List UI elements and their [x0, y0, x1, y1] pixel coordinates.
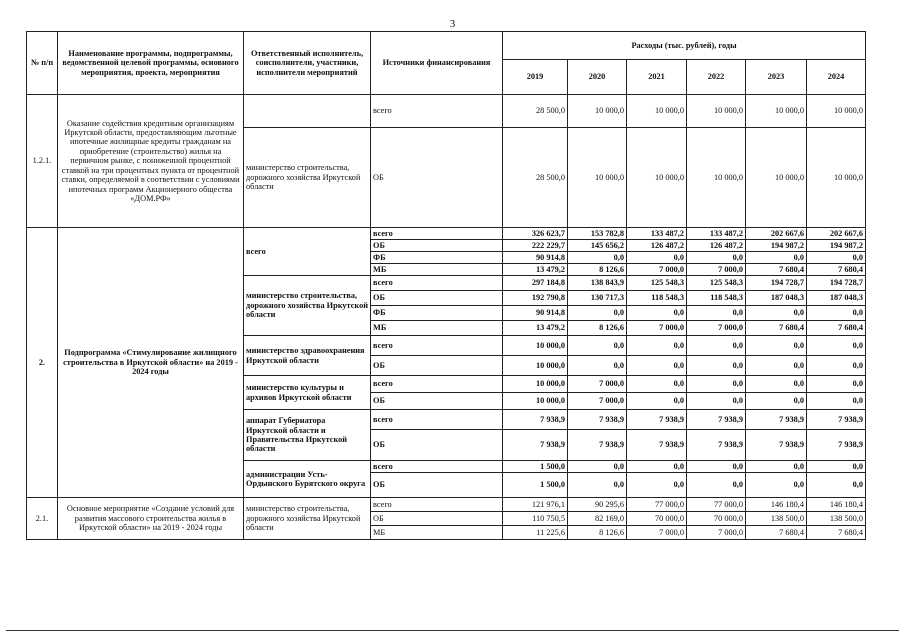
expense-value: 326 623,7	[503, 228, 568, 240]
expense-value: 0,0	[568, 306, 627, 321]
expense-value: 0,0	[568, 356, 627, 376]
expense-value: 138 500,0	[746, 512, 807, 526]
responsible-executor: министерство строительства, дорожного хозяйства Иркутской области	[244, 498, 371, 540]
expense-value: 10 000,0	[687, 128, 746, 228]
expense-value: 110 750,5	[503, 512, 568, 526]
expense-value: 0,0	[807, 336, 866, 356]
expense-value: 7 000,0	[687, 321, 746, 336]
responsible-executor	[244, 95, 371, 128]
expense-value: 10 000,0	[568, 95, 627, 128]
expense-value: 0,0	[568, 252, 627, 264]
table-row	[27, 95, 866, 128]
expense-value: 0,0	[687, 473, 746, 498]
expense-value: 7 680,4	[807, 526, 866, 540]
funding-source: ОБ	[371, 430, 503, 461]
expense-value: 125 548,3	[687, 276, 746, 291]
header-expenses: Расходы (тыс. рублей), годы	[503, 32, 866, 60]
expense-value: 222 229,7	[503, 240, 568, 252]
expense-value: 77 000,0	[687, 498, 746, 512]
funding-source: всего	[371, 276, 503, 291]
expense-value: 10 000,0	[627, 95, 687, 128]
expense-value: 0,0	[746, 473, 807, 498]
expense-value: 0,0	[746, 461, 807, 473]
expense-value: 297 184,8	[503, 276, 568, 291]
expense-value: 7 938,9	[503, 410, 568, 430]
header-year: 2021	[627, 60, 687, 95]
expense-value: 0,0	[807, 306, 866, 321]
expense-value: 8 126,6	[568, 526, 627, 540]
expense-value: 194 728,7	[807, 276, 866, 291]
expense-value: 192 790,8	[503, 291, 568, 306]
responsible-executor: аппарат Губернатора Иркутской области и Правительства Иркутской области	[244, 410, 371, 461]
expense-value: 10 000,0	[503, 376, 568, 393]
expense-value: 0,0	[807, 252, 866, 264]
expense-value: 7 000,0	[568, 376, 627, 393]
expense-value: 0,0	[687, 376, 746, 393]
program-name: Подпрограмма «Стимулирование жилищного строительства в Иркутской области» на 2019 - 2024 годы	[58, 228, 244, 498]
expense-value: 0,0	[568, 336, 627, 356]
funding-source: всего	[371, 376, 503, 393]
funding-source: ОБ	[371, 356, 503, 376]
expense-value: 118 548,3	[687, 291, 746, 306]
expense-value: 10 000,0	[746, 95, 807, 128]
funding-source: ФБ	[371, 306, 503, 321]
expense-value: 11 225,6	[503, 526, 568, 540]
expense-value: 7 938,9	[746, 430, 807, 461]
expense-value: 10 000,0	[746, 128, 807, 228]
expense-value: 1 500,0	[503, 461, 568, 473]
expense-value: 0,0	[807, 461, 866, 473]
expense-value: 10 000,0	[807, 95, 866, 128]
funding-source: ОБ	[371, 240, 503, 252]
expense-value: 0,0	[627, 306, 687, 321]
expense-value: 0,0	[687, 393, 746, 410]
header-year: 2019	[503, 60, 568, 95]
program-name: Основное мероприятие «Создание условий для развития массового строительства жилья в Иркутской области» на 2019 - 2024 годы	[58, 498, 244, 540]
funding-source: всего	[371, 228, 503, 240]
expense-value: 77 000,0	[627, 498, 687, 512]
responsible-executor: всего	[244, 228, 371, 276]
responsible-executor: министерство строительства, дорожного хозяйства Иркутской области	[244, 276, 371, 336]
expense-value: 0,0	[568, 461, 627, 473]
item-number: 2.	[27, 228, 58, 498]
header-year: 2022	[687, 60, 746, 95]
header-source: Источники финансирования	[371, 32, 503, 95]
funding-source: ОБ	[371, 512, 503, 526]
expense-value: 125 548,3	[627, 276, 687, 291]
expense-value: 133 487,2	[627, 228, 687, 240]
expense-value: 0,0	[807, 356, 866, 376]
expense-value: 10 000,0	[687, 95, 746, 128]
funding-source: МБ	[371, 321, 503, 336]
expense-value: 0,0	[807, 473, 866, 498]
expense-value: 28 500,0	[503, 95, 568, 128]
expense-value: 1 500,0	[503, 473, 568, 498]
expense-value: 0,0	[746, 393, 807, 410]
responsible-executor: администрации Усть-Ордынского Бурятского округа	[244, 461, 371, 498]
expense-value: 13 479,2	[503, 321, 568, 336]
funding-source: ОБ	[371, 393, 503, 410]
expense-value: 7 680,4	[807, 264, 866, 276]
expense-value: 13 479,2	[503, 264, 568, 276]
expense-value: 82 169,0	[568, 512, 627, 526]
expense-value: 70 000,0	[687, 512, 746, 526]
funding-source: ФБ	[371, 252, 503, 264]
responsible-executor: министерство здравоохранения Иркутской области	[244, 336, 371, 376]
expense-value: 7 938,9	[687, 410, 746, 430]
funding-source: МБ	[371, 264, 503, 276]
expense-value: 121 976,1	[503, 498, 568, 512]
expense-value: 0,0	[568, 473, 627, 498]
expense-value: 7 680,4	[746, 526, 807, 540]
expense-value: 126 487,2	[687, 240, 746, 252]
expense-value: 153 782,8	[568, 228, 627, 240]
header-year: 2023	[746, 60, 807, 95]
expense-value: 130 717,3	[568, 291, 627, 306]
responsible-executor: министерство строительства, дорожного хозяйства Иркутской области	[244, 128, 371, 228]
expense-value: 7 000,0	[568, 393, 627, 410]
expense-value: 0,0	[627, 473, 687, 498]
expense-value: 133 487,2	[687, 228, 746, 240]
expense-value: 187 048,3	[746, 291, 807, 306]
expense-value: 0,0	[627, 356, 687, 376]
funding-source: всего	[371, 95, 503, 128]
expense-value: 0,0	[807, 376, 866, 393]
expense-value: 0,0	[687, 306, 746, 321]
expense-value: 7 000,0	[627, 526, 687, 540]
expense-value: 0,0	[627, 336, 687, 356]
expense-value: 7 938,9	[568, 430, 627, 461]
expense-value: 138 843,9	[568, 276, 627, 291]
expense-value: 10 000,0	[807, 128, 866, 228]
expense-value: 118 548,3	[627, 291, 687, 306]
expense-value: 28 500,0	[503, 128, 568, 228]
header-num: № п/п	[27, 32, 58, 95]
table-row	[27, 228, 866, 240]
expense-value: 7 000,0	[687, 264, 746, 276]
expense-value: 0,0	[807, 393, 866, 410]
expense-value: 0,0	[627, 376, 687, 393]
expense-value: 7 938,9	[807, 430, 866, 461]
expense-value: 194 728,7	[746, 276, 807, 291]
expense-value: 194 987,2	[746, 240, 807, 252]
item-number: 1.2.1.	[27, 95, 58, 228]
header-name: Наименование программы, подпрограммы, ведомственной целевой программы, основного мероприятия, проекта, мероприятия	[58, 32, 244, 95]
expense-value: 8 126,6	[568, 321, 627, 336]
expense-value: 7 938,9	[503, 430, 568, 461]
funding-source: всего	[371, 498, 503, 512]
funding-source: ОБ	[371, 473, 503, 498]
expense-value: 8 126,6	[568, 264, 627, 276]
expense-value: 0,0	[627, 252, 687, 264]
expense-value: 138 500,0	[807, 512, 866, 526]
expense-value: 0,0	[746, 252, 807, 264]
expense-value: 7 938,9	[568, 410, 627, 430]
bottom-rule	[6, 630, 899, 631]
item-number: 2.1.	[27, 498, 58, 540]
expense-value: 0,0	[746, 376, 807, 393]
expense-value: 0,0	[687, 252, 746, 264]
funding-source: всего	[371, 336, 503, 356]
page-number: 3	[449, 18, 456, 30]
expense-value: 0,0	[746, 356, 807, 376]
expense-value: 10 000,0	[503, 356, 568, 376]
funding-source: всего	[371, 410, 503, 430]
header-year: 2020	[568, 60, 627, 95]
expense-value: 10 000,0	[503, 393, 568, 410]
table-body	[27, 95, 866, 540]
expense-value: 194 987,2	[807, 240, 866, 252]
expense-value: 7 000,0	[627, 264, 687, 276]
expense-value: 7 938,9	[807, 410, 866, 430]
expense-value: 0,0	[687, 336, 746, 356]
expense-value: 90 295,6	[568, 498, 627, 512]
expense-value: 7 680,4	[807, 321, 866, 336]
expense-value: 0,0	[687, 461, 746, 473]
expense-value: 0,0	[627, 393, 687, 410]
expense-value: 70 000,0	[627, 512, 687, 526]
expense-value: 10 000,0	[627, 128, 687, 228]
expense-value: 10 000,0	[503, 336, 568, 356]
funding-source: всего	[371, 461, 503, 473]
expense-value: 90 914,8	[503, 306, 568, 321]
expense-value: 7 680,4	[746, 321, 807, 336]
expense-value: 146 180,4	[807, 498, 866, 512]
expense-value: 10 000,0	[568, 128, 627, 228]
header-year: 2024	[807, 60, 866, 95]
program-name: Оказание содействия кредитным организациям Иркутской области, предоставляющим льготные ипотечные жилищные кредиты гражданам на приобретение (строительство) жилья на первичном рынке, с пониженной процентной ставкой на три процентных пункта от процентной ставки, определяемой в соответствии с условиями ипотечных программ Акционерного общества «ДОМ.РФ»	[58, 95, 244, 228]
responsible-executor: министерство культуры и архивов Иркутской области	[244, 376, 371, 410]
expense-value: 7 000,0	[687, 526, 746, 540]
expense-value: 146 180,4	[746, 498, 807, 512]
header-responsible: Ответственный исполнитель, соисполнители, участники, исполнители мероприятий	[244, 32, 371, 95]
expense-value: 7 938,9	[627, 410, 687, 430]
budget-table	[26, 31, 866, 540]
expense-value: 0,0	[746, 336, 807, 356]
expense-value: 7 000,0	[627, 321, 687, 336]
expense-value: 7 938,9	[746, 410, 807, 430]
expense-value: 7 680,4	[746, 264, 807, 276]
expense-value: 145 656,2	[568, 240, 627, 252]
expense-value: 202 667,6	[807, 228, 866, 240]
expense-value: 0,0	[687, 356, 746, 376]
expense-value: 0,0	[746, 306, 807, 321]
expense-value: 7 938,9	[627, 430, 687, 461]
funding-source: ОБ	[371, 128, 503, 228]
expense-value: 126 487,2	[627, 240, 687, 252]
expense-value: 202 667,6	[746, 228, 807, 240]
table-row	[27, 498, 866, 512]
expense-value: 90 914,8	[503, 252, 568, 264]
expense-value: 187 048,3	[807, 291, 866, 306]
expense-value: 0,0	[627, 461, 687, 473]
funding-source: МБ	[371, 526, 503, 540]
expense-value: 7 938,9	[687, 430, 746, 461]
funding-source: ОБ	[371, 291, 503, 306]
